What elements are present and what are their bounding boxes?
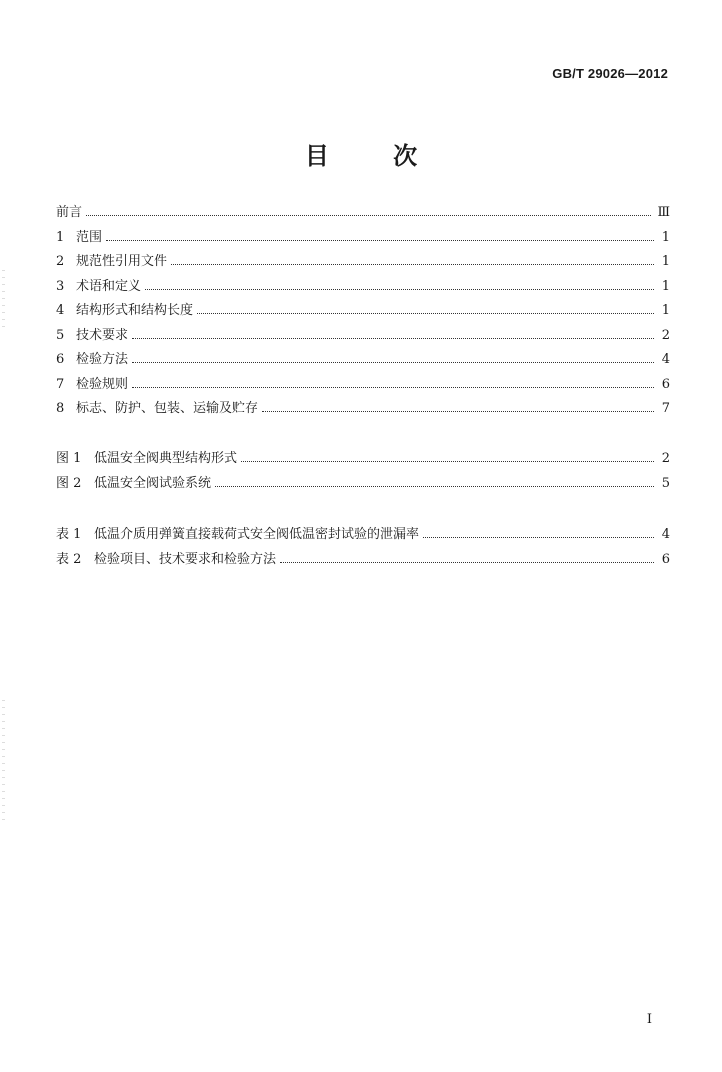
toc-entry-page: 1 (661, 303, 670, 318)
toc-entry-page: 6 (661, 376, 670, 392)
page-title: 目 次 (304, 142, 446, 170)
toc-leader-dots (197, 313, 654, 314)
toc-leader-dots (132, 362, 654, 363)
toc-figures (56, 447, 670, 496)
toc-entry-scope[interactable] (56, 226, 670, 251)
scan-speckle (2, 270, 5, 330)
toc-leader-dots (423, 537, 654, 538)
toc-entry-number: 图 1 (56, 451, 82, 466)
toc-leader-dots (241, 461, 654, 462)
scan-speckle (2, 700, 5, 820)
toc-entry-number: 3 (56, 278, 65, 294)
toc-entry-technical-requirements[interactable] (56, 324, 670, 349)
toc-entry-text: 标志、防护、包装、运输及贮存 (76, 401, 259, 416)
toc-entry-text: 结构形式和结构长度 (76, 303, 194, 318)
toc-entry-number: 表 1 (56, 527, 82, 542)
toc-entry-text: 范围 (76, 229, 103, 245)
toc-leader-dots (145, 289, 654, 290)
toc-leader-dots (171, 264, 654, 265)
toc-entry-page: 1 (661, 229, 670, 245)
toc-entry-number: 表 2 (56, 551, 82, 567)
toc-entry-page: 1 (661, 254, 670, 269)
standard-code: GB/T 29026—2012 (552, 66, 668, 81)
toc-entry-text: 技术要求 (76, 327, 129, 343)
toc-entry-table-1[interactable] (56, 523, 670, 548)
toc-entry-page: 7 (661, 401, 670, 416)
toc-sections (56, 201, 670, 422)
toc-entry-text: 检验方法 (76, 352, 129, 367)
toc-leader-dots (215, 486, 654, 487)
toc-entry-text: 术语和定义 (76, 278, 142, 294)
toc-entry-inspection-rules[interactable] (56, 373, 670, 398)
toc-entry-table-2[interactable] (56, 548, 670, 573)
toc-leader-dots (132, 387, 654, 388)
toc-entry-text: 低温安全阀试验系统 (94, 475, 212, 491)
toc-entry-number: 8 (56, 401, 65, 416)
toc-entry-number: 5 (56, 327, 65, 343)
toc-entry-figure-1[interactable] (56, 447, 670, 472)
toc-leader-dots (132, 338, 654, 339)
toc-entry-number: 图 2 (56, 475, 82, 491)
toc-entry-page: 1 (661, 278, 670, 294)
toc-entry-test-methods[interactable] (56, 348, 670, 373)
toc-entry-page: Ⅲ (657, 205, 670, 220)
toc-leader-dots (262, 411, 654, 412)
toc-entry-number: 4 (56, 303, 65, 318)
toc-entry-text: 前言 (56, 205, 83, 220)
toc-entry-text: 检验项目、技术要求和检验方法 (94, 551, 277, 567)
toc-entry-page: 6 (661, 551, 670, 567)
toc-entry-page: 5 (661, 475, 670, 491)
toc-entry-figure-2[interactable] (56, 472, 670, 497)
toc-entry-text: 检验规则 (76, 376, 129, 392)
page-number: I (646, 1012, 652, 1027)
toc-entry-terms[interactable] (56, 275, 670, 300)
toc-entry-text: 规范性引用文件 (76, 254, 168, 269)
toc-entry-number: 6 (56, 352, 65, 367)
toc-leader-dots (280, 562, 654, 563)
toc-entry-structure[interactable] (56, 299, 670, 324)
toc-entry-number: 2 (56, 254, 65, 269)
toc-entry-page: 2 (661, 327, 670, 343)
toc-entry-number: 1 (56, 229, 65, 245)
toc-entry-page: 4 (661, 527, 670, 542)
toc-leader-dots (86, 215, 651, 216)
toc-entry-marking-packaging[interactable] (56, 397, 670, 422)
toc-entry-text: 低温介质用弹簧直接载荷式安全阀低温密封试验的泄漏率 (94, 527, 420, 542)
toc-entry-number: 7 (56, 376, 65, 392)
toc-entry-page: 2 (661, 451, 670, 466)
toc-entry-foreword[interactable] (56, 201, 670, 226)
toc-tables (56, 523, 670, 572)
toc-leader-dots (106, 240, 654, 241)
toc-entry-page: 4 (661, 352, 670, 367)
toc-entry-normative-references[interactable] (56, 250, 670, 275)
toc-entry-text: 低温安全阀典型结构形式 (94, 451, 238, 466)
